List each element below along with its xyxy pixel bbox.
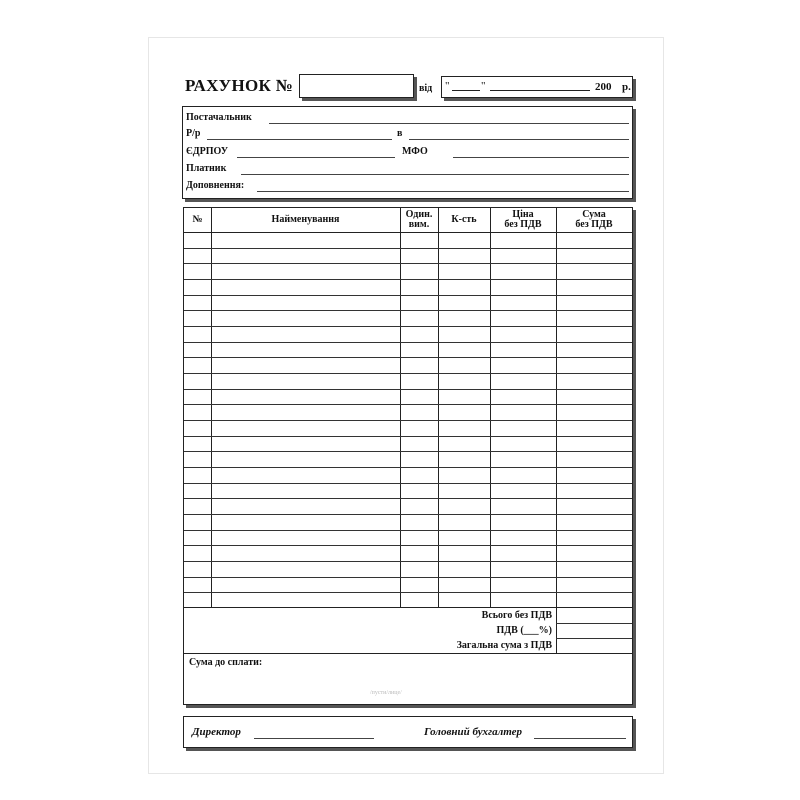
table-row-divider	[184, 561, 632, 562]
col-divider	[438, 208, 439, 608]
table-row-divider	[184, 279, 632, 280]
total-with-vat-field[interactable]	[557, 639, 631, 652]
account-label: Р/р	[186, 128, 201, 139]
col-divider	[211, 208, 212, 608]
payer-label: Платник	[186, 163, 227, 174]
table-row-divider	[184, 248, 632, 249]
invoice-number-field[interactable]	[299, 74, 414, 98]
additions-label: Доповнення:	[186, 180, 245, 191]
header-divider	[184, 232, 632, 233]
date-day-blank	[452, 90, 480, 91]
col-header-quantity: К-сть	[451, 214, 477, 225]
invoice-date-field[interactable]	[441, 76, 633, 98]
supplier-label: Постачальник	[186, 112, 252, 123]
items-table	[183, 207, 633, 609]
watermark: /пусти/лице/	[370, 690, 402, 696]
additions-field[interactable]	[257, 191, 629, 192]
date-from-label: від	[419, 83, 433, 94]
date-month-blank	[490, 90, 590, 91]
parties-info-block	[182, 106, 633, 199]
table-row-divider	[184, 436, 632, 437]
total-without-vat-field[interactable]	[557, 609, 631, 622]
amount-to-pay-block[interactable]	[183, 653, 633, 705]
table-row-divider	[184, 342, 632, 343]
col-header-sum-line1: Сума	[582, 209, 606, 220]
table-row-divider	[184, 420, 632, 421]
bank-label: в	[397, 128, 403, 139]
col-divider	[490, 208, 491, 608]
col-header-unit-line2: вим.	[408, 219, 430, 230]
total-with-vat-label: Загальна сума з ПДВ	[456, 640, 552, 651]
date-quote-open: "	[445, 80, 450, 92]
payer-field[interactable]	[241, 174, 629, 175]
table-row-divider	[184, 498, 632, 499]
table-row-divider	[184, 545, 632, 546]
col-header-sum-line2: без ПДВ	[575, 219, 613, 230]
mfo-label: МФО	[402, 146, 428, 157]
table-row-divider	[184, 263, 632, 264]
account-field[interactable]	[207, 139, 392, 140]
col-header-price	[490, 210, 556, 230]
table-row-divider	[184, 389, 632, 390]
table-row-divider	[184, 326, 632, 327]
totals-block	[183, 607, 633, 655]
table-row-divider	[184, 373, 632, 374]
table-row-divider	[184, 577, 632, 578]
table-row-divider	[184, 514, 632, 515]
col-header-name: Найменування	[271, 214, 340, 225]
col-divider	[400, 208, 401, 608]
invoice-title: РАХУНОК №	[185, 76, 294, 95]
table-row-divider	[184, 592, 632, 593]
vat-label: ПДВ (___%)	[496, 625, 552, 636]
bank-field[interactable]	[409, 139, 629, 140]
amount-to-pay-label: Сума до сплати:	[189, 657, 263, 668]
table-row-divider	[184, 404, 632, 405]
col-header-price-line1: Ціна	[512, 209, 534, 220]
supplier-field[interactable]	[269, 123, 629, 124]
date-year: 200	[595, 81, 612, 93]
total-without-vat-label: Всього без ПДВ	[481, 610, 552, 621]
table-row-divider	[184, 310, 632, 311]
director-label: Директор	[192, 726, 241, 738]
table-row-divider	[184, 357, 632, 358]
table-row-divider	[184, 451, 632, 452]
col-header-unit-line1: Один.	[405, 209, 433, 220]
edrpou-field[interactable]	[237, 157, 395, 158]
date-quote-close: "	[481, 80, 486, 92]
table-row-divider	[184, 530, 632, 531]
table-row-divider	[184, 467, 632, 468]
signatures-block	[183, 716, 633, 748]
edrpou-label: ЄДРПОУ	[186, 146, 229, 157]
col-header-unit	[400, 210, 438, 230]
vat-field[interactable]	[557, 624, 631, 637]
table-row-divider	[184, 483, 632, 484]
col-header-price-line2: без ПДВ	[504, 219, 542, 230]
chief-accountant-signature-field[interactable]	[534, 738, 626, 739]
mfo-field[interactable]	[453, 157, 629, 158]
director-signature-field[interactable]	[254, 738, 374, 739]
col-divider	[556, 208, 557, 608]
col-header-sum	[556, 210, 632, 230]
table-row-divider	[184, 295, 632, 296]
col-header-number: №	[192, 214, 203, 225]
chief-accountant-label: Головний бухгалтер	[424, 726, 523, 738]
date-year-suffix: р.	[622, 81, 631, 93]
